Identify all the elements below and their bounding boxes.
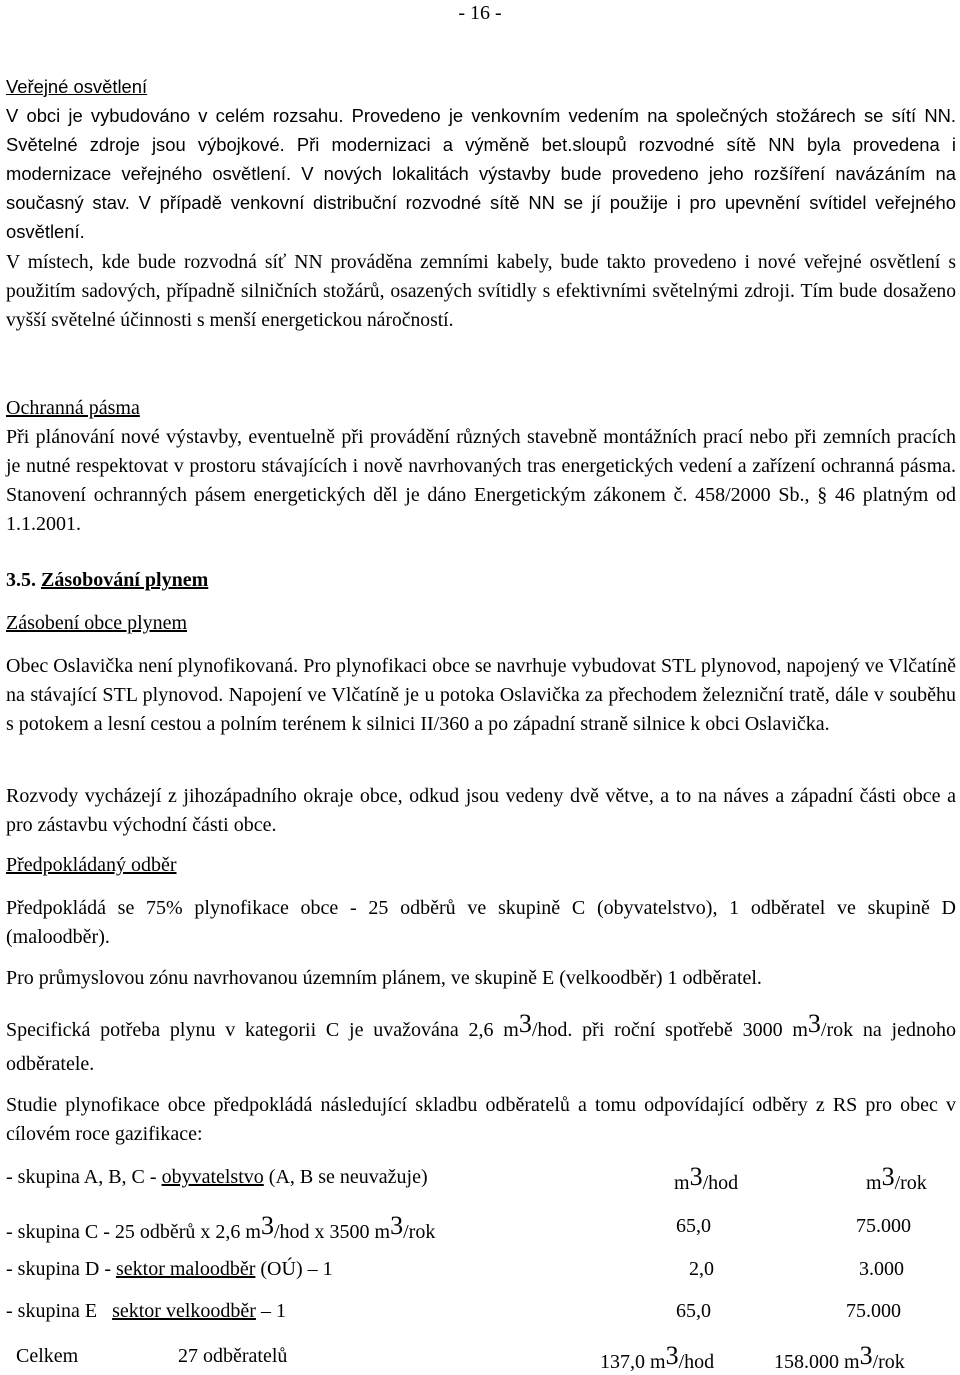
public-lighting-paragraph-cont: V místech, kde bude rozvodná síť NN prováděna zemními kabely, bude takto provedeno i nové veřejné osvětlení s použitím sadových, případně silničních stožárů, osazených svítidly s efektivními světelnými zdroji. Tím bude dosaženo vyšší světelné účinnosti s menší energetickou náročností. [6,252,956,331]
protection-zones-paragraph: Při plánování nové výstavby, eventuelně při provádění různých stavebně montážních prací nebo při zemních pracích je nutné respektovat v prostoru stávajících i nově navrhovaných tras energetických vedení a zařízení ochranná pásma. Stanovení ochranných pásem energetických děl je dáno Energetickým zákonem č. 458/2000 Sb., § 46 platným od 1.1.2001. [6,426,956,535]
public-lighting-heading: Veřejné osvětlení [6,76,148,97]
section-heading [6,569,208,592]
gas-supply-heading-wrap [6,609,956,638]
expected-consumption-p2: Pro průmyslovou zónu navrhovanou územním plánem, ve skupině E (velkoodběr) 1 odběratel. [6,967,762,989]
table-row [6,1258,956,1288]
gas-supply-p2: Rozvody vycházejí z jihozápadního okraje obce, odkud jsou vedeny dvě větve, a to na náves a západní části obce a pro zástavbu východní části obce. [6,785,956,836]
page-number: - 16 - [458,2,502,24]
table-total-label: Celkem [16,1345,79,1367]
table-header-yearly: $m^3$/rok [866,1162,927,1194]
table-header-row [6,1162,956,1196]
table-header-hourly: $m^3$/hod [674,1162,739,1194]
public-lighting-paragraph: V obci je vybudováno v celém rozsahu. Provedeno je venkovním vedením na společných stožárech se sítí NN. Světelné zdroje jsou výbojkové. Při modernizaci a výměně bet.sloupů rozvodné sítě NN byla provedena i modernizace veřejného osvětlení. V nových lokalitách výstavby bude provedeno jeho rozšíření navázáním na současný stav. V případě venkovní distribuční rozvodné sítě NN se jí použije i pro upevnění svítidel veřejného osvětlení. [6,105,956,242]
protection-zones-heading: Ochranná pásma [6,397,140,419]
table-row-hourly: 2,0 [689,1258,714,1280]
expected-consumption-p4: Studie plynofikace obce předpokládá následující skladbu odběratelů a tomu odpovídající odběry z RS pro obec v cílovém roce gazifikace: [6,1094,956,1145]
table-row-hourly: 65,0 [676,1300,711,1322]
expected-consumption-heading-wrap [6,851,956,880]
table-row-label: - skupina C - 25 odběrů x 2,6 $m^3$/hod x 3500 $m^3$/rok [6,1211,436,1243]
table-row-label: - skupina E sektor velkoodběr – 1 [6,1300,286,1322]
table-total-count: 27 odběratelů [178,1345,288,1367]
table-total-hourly: 137,0 $m^3$/hod [600,1341,715,1373]
table-total-yearly: 158.000 $m^3$/rok [774,1341,905,1373]
table-row-hourly: 65,0 [676,1215,711,1237]
expected-consumption-heading: Předpokládaný odběr [6,854,177,876]
table-row-yearly: 75.000 [856,1215,911,1237]
gas-supply-p1: Obec Oslavička není plynofikovaná. Pro plynofikaci obce se navrhuje vybudovat STL plynovod, napojený ve Vlčatíně na stávající STL plynovod. Napojení ve Vlčatíně je u potoka Oslavička za přechodem železniční tratě, dále v souběhu s potokem a lesní cestou a polním terénem k silnici II/360 a po západní straně silnice k obci Oslavička. [6,655,956,735]
protection-zones-section [6,394,956,539]
section-title: Zásobování plynem [41,569,209,591]
table-row-label: - skupina D - sektor maloodběr (OÚ) – 1 [6,1258,333,1280]
gas-supply-heading: Zásobení obce plynem [6,612,188,634]
table-row-yearly: 3.000 [859,1258,904,1280]
table-row [6,1300,956,1330]
expected-consumption-p1: Předpokládá se 75% plynofikace obce - 25 odběrů ve skupině C (obyvatelstvo), 1 odběratel ve skupině D (maloodběr). [6,897,956,948]
expected-consumption-p3: Specifická potřeba plynu v kategorii C je uvažována 2,6 $m^3$/hod. při roční spotřebě 3000 $m^3$/rok na jednoho odběratele. [6,1009,956,1075]
public-lighting-section [6,72,956,246]
table-row [6,1211,956,1245]
table-row-yearly: 75.000 [846,1300,901,1322]
section-number: 3.5. [6,569,36,591]
table-total-row [6,1341,956,1375]
table-header-label: - skupina A, B, C - obyvatelstvo (A, B se neuvažuje) [6,1166,428,1188]
